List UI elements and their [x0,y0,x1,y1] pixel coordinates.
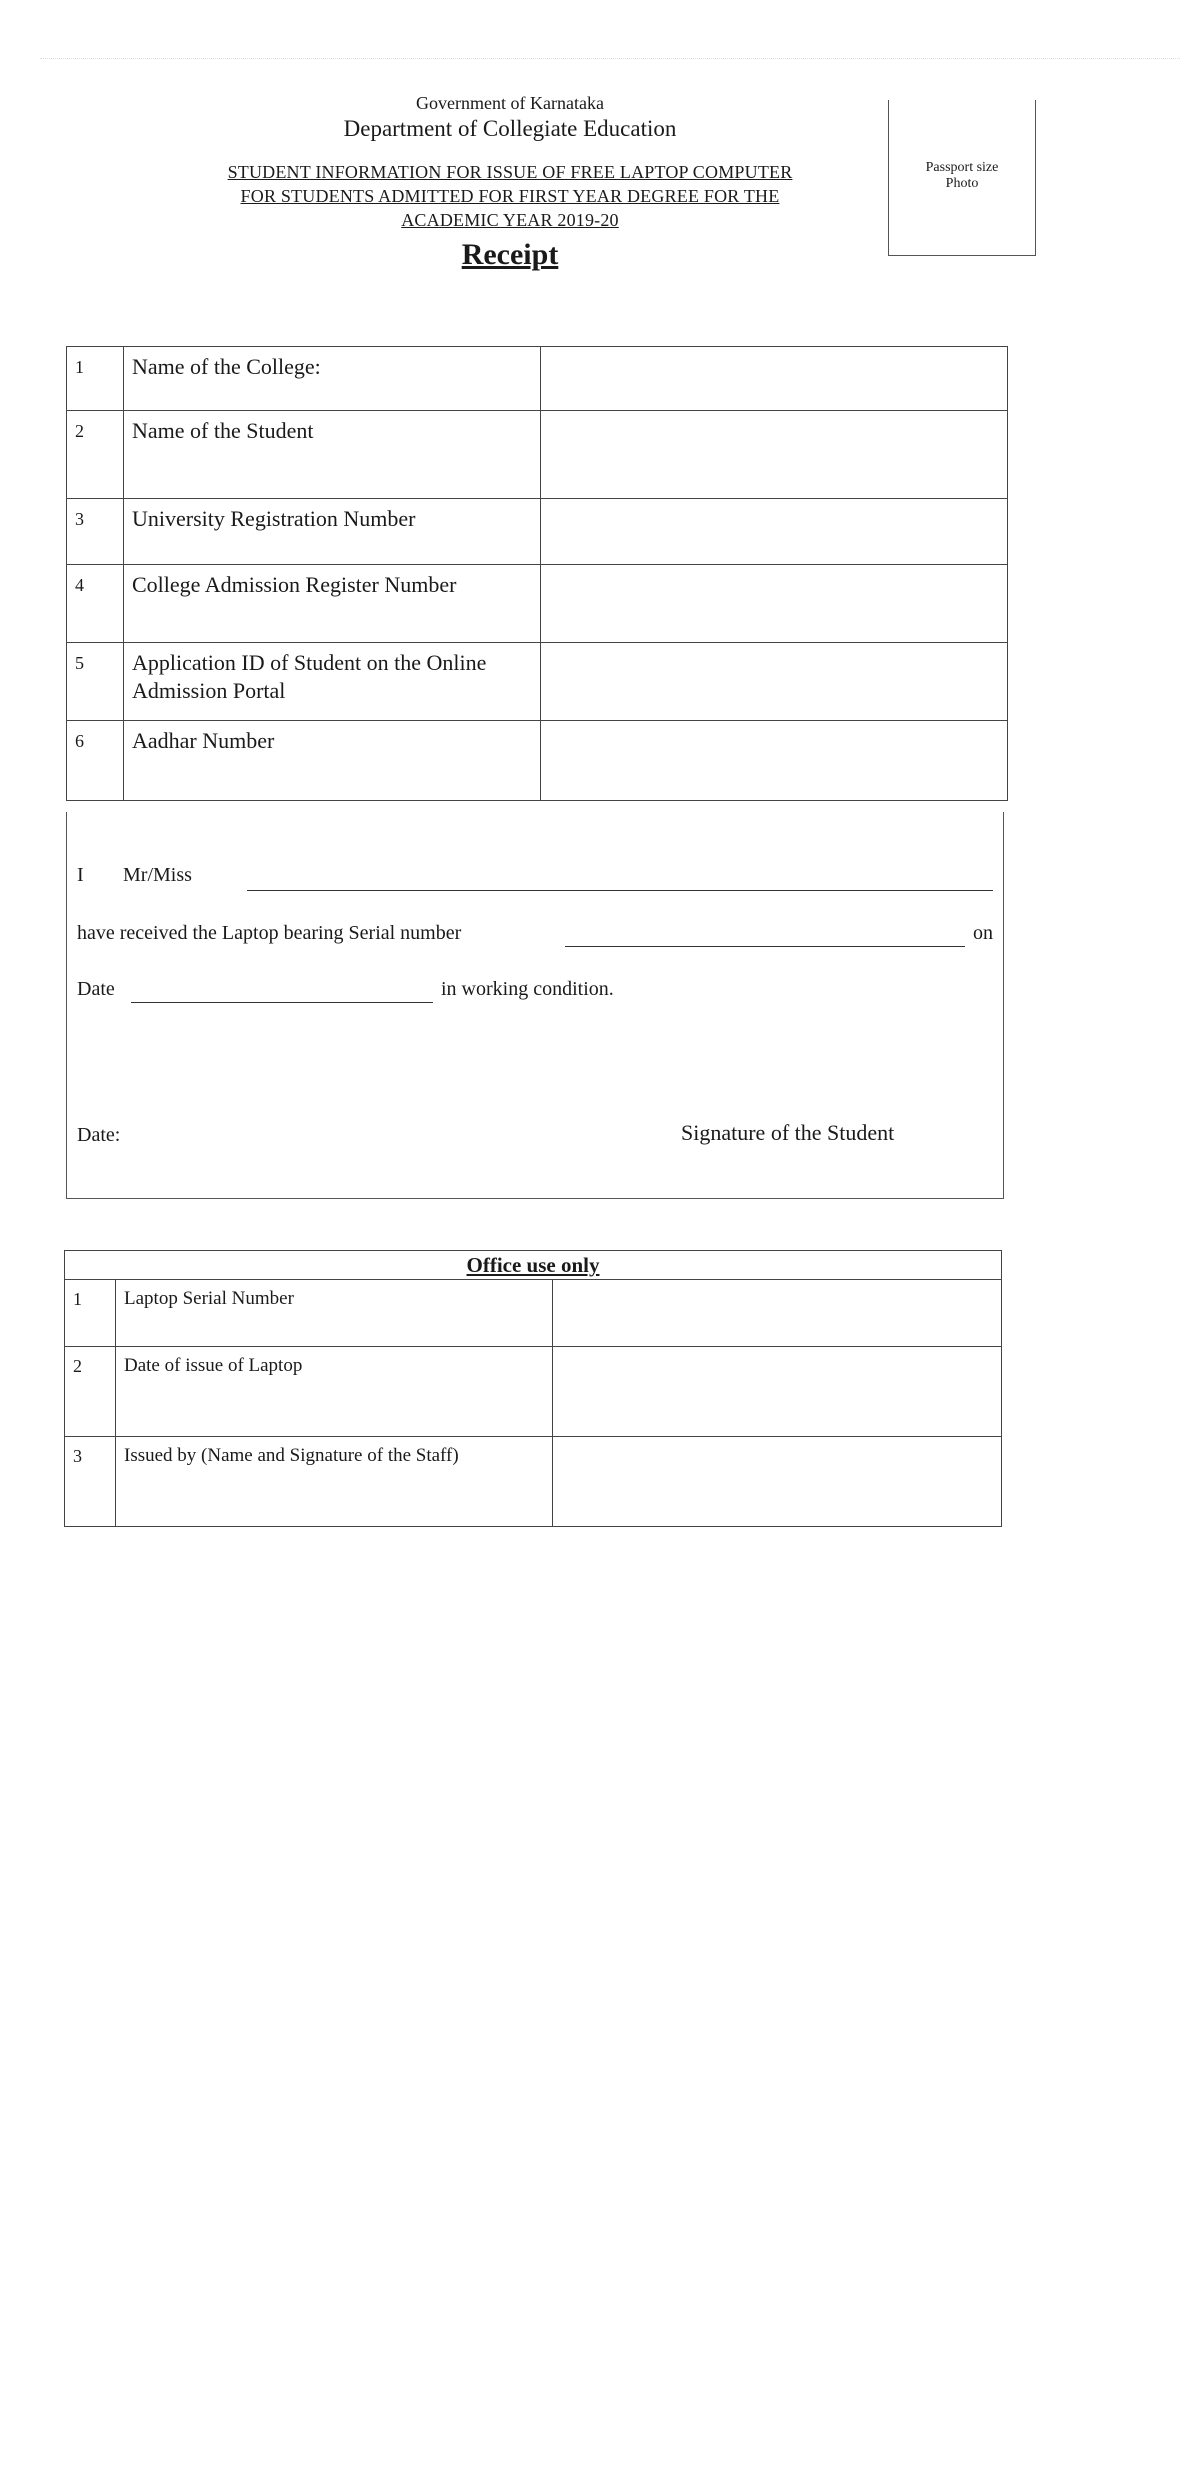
row-number: 6 [67,721,124,801]
declaration-received: have received the Laptop bearing Serial number [77,922,462,944]
admission-register-field[interactable] [541,565,1008,643]
row-number: 5 [67,643,124,721]
student-name-field[interactable] [541,411,1008,499]
laptop-serial-field[interactable] [553,1280,1002,1346]
row-number: 3 [67,499,124,565]
student-name-blank[interactable] [247,890,993,891]
row-label-registration: University Registration Number [124,499,541,565]
registration-number-field[interactable] [541,499,1008,565]
declaration-i: I [77,864,84,886]
declaration-mr-miss: Mr/Miss [123,864,192,886]
form-title [150,160,870,232]
row-number: 1 [67,347,124,411]
table-row [65,1280,1001,1346]
declaration-date: Date [77,978,115,1000]
table-row [67,347,1008,411]
row-label-application-id: Application ID of Student on the Online Admission Portal [124,643,541,721]
table-row [67,499,1008,565]
issued-by-field[interactable] [553,1436,1002,1526]
row-label-issue-date: Date of issue of Laptop [116,1346,553,1436]
declaration-box [66,812,1004,1199]
row-number: 2 [65,1346,116,1436]
photo-label-line-1: Passport size [925,160,999,175]
signature-date-label: Date: [77,1124,121,1146]
form-title-line-1: STUDENT INFORMATION FOR ISSUE OF FREE LAPTOP COMPUTER [227,162,793,182]
college-name-field[interactable] [541,347,1008,411]
form-title-line-3: ACADEMIC YEAR 2019-20 [401,210,619,230]
table-row [67,643,1008,721]
office-use-table [65,1280,1001,1526]
student-info-table [66,346,1008,801]
declaration-condition: in working condition. [441,978,614,1000]
document-header [150,92,870,272]
application-id-field[interactable] [541,643,1008,721]
scan-artifact-line [40,28,1180,59]
row-number: 3 [65,1436,116,1526]
row-number: 4 [67,565,124,643]
office-use-title: Office use only [65,1251,1001,1280]
declaration-on: on [973,922,993,944]
row-label-aadhar: Aadhar Number [124,721,541,801]
department-name: Department of Collegiate Education [343,116,677,141]
issue-date-field[interactable] [553,1346,1002,1436]
row-label-college: Name of the College: [124,347,541,411]
table-row [67,565,1008,643]
aadhar-number-field[interactable] [541,721,1008,801]
table-row [67,721,1008,801]
table-row [67,411,1008,499]
receipt-heading: Receipt [461,238,559,271]
receipt-date-blank[interactable] [131,1002,433,1003]
government-name: Government of Karnataka [416,93,604,113]
office-use-section [64,1250,1002,1527]
passport-photo-box [888,100,1036,256]
photo-label-line-2: Photo [945,176,979,191]
row-label-laptop-serial: Laptop Serial Number [116,1280,553,1346]
row-label-issued-by: Issued by (Name and Signature of the Staff) [116,1436,553,1526]
row-number: 1 [65,1280,116,1346]
table-row [65,1436,1001,1526]
row-number: 2 [67,411,124,499]
row-label-admission-register: College Admission Register Number [124,565,541,643]
form-title-line-2: FOR STUDENTS ADMITTED FOR FIRST YEAR DEGREE FOR THE [240,186,780,206]
table-row [65,1346,1001,1436]
row-label-student: Name of the Student [124,411,541,499]
student-signature-label: Signature of the Student [681,1120,895,1145]
serial-number-blank[interactable] [565,946,965,947]
